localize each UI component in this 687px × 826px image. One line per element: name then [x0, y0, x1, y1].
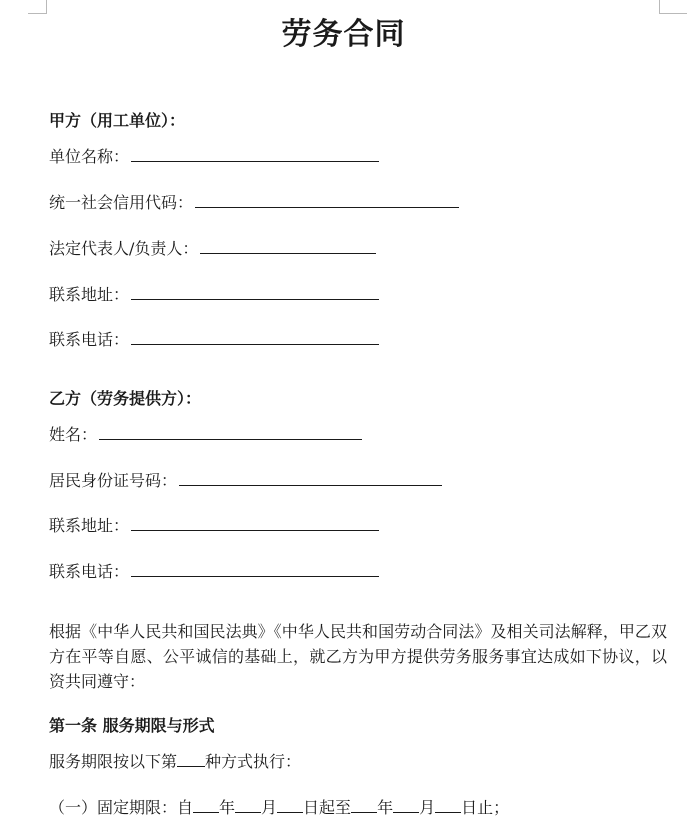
party-b-phone-row — [49, 559, 379, 584]
article-1-heading: 第一条 服务期限与形式 — [49, 716, 215, 735]
party-a-legal-rep-row — [49, 236, 376, 261]
fill-in-blank[interactable] — [200, 236, 376, 254]
month-label: 月 — [419, 798, 436, 817]
fill-in-blank[interactable] — [131, 282, 379, 300]
party-a-unit-name-row — [49, 144, 379, 169]
field-label: 联系地址： — [49, 516, 130, 535]
field-label: 统一社会信用代码： — [49, 193, 194, 212]
party-b-heading: 乙方（劳务提供方）： — [49, 389, 202, 408]
fill-in-blank[interactable] — [177, 749, 205, 767]
fill-in-blank[interactable] — [131, 513, 379, 531]
fill-in-blank[interactable] — [193, 795, 219, 813]
preamble-paragraph: 根据《中华人民共和国民法典》《中华人民共和国劳动合同法》及相关司法解释，甲乙双方在平等自愿、公平诚信的基础上，就乙方为甲方提供劳务服务事宜达成如下协议，以资共同遵守： — [49, 622, 667, 691]
fill-in-blank[interactable] — [435, 795, 461, 813]
field-label: 联系电话： — [49, 562, 130, 581]
fill-in-blank[interactable] — [99, 422, 362, 440]
fill-in-blank[interactable] — [131, 559, 379, 577]
field-label: 联系地址： — [49, 285, 130, 304]
day-from-label: 日起至 — [303, 798, 352, 817]
fill-in-blank[interactable] — [131, 327, 379, 345]
fill-in-blank[interactable] — [131, 144, 379, 162]
day-to-label: 日止； — [461, 798, 510, 817]
party-a-address-row — [49, 282, 379, 307]
field-label: 单位名称： — [49, 147, 130, 166]
party-b-address-row — [49, 513, 379, 538]
intro-text: 种方式执行： — [205, 752, 302, 771]
article-1-option-1 — [49, 795, 509, 820]
year-label: 年 — [377, 798, 394, 817]
intro-text: 服务期限按以下第 — [49, 752, 178, 771]
article-1-intro — [49, 749, 301, 774]
month-label: 月 — [261, 798, 278, 817]
field-label: 法定代表人/负责人： — [49, 239, 199, 258]
fill-in-blank[interactable] — [179, 468, 442, 486]
fill-in-blank[interactable] — [195, 190, 459, 208]
fill-in-blank[interactable] — [393, 795, 419, 813]
field-label: 居民身份证号码： — [49, 471, 178, 490]
fill-in-blank[interactable] — [235, 795, 261, 813]
fill-in-blank[interactable] — [351, 795, 377, 813]
party-a-credit-code-row — [49, 190, 459, 215]
document-title: 劳务合同 — [281, 17, 406, 52]
option-prefix: （一）固定期限：自 — [49, 798, 194, 817]
party-a-heading: 甲方（用工单位）： — [49, 111, 186, 130]
party-b-name-row — [49, 422, 362, 447]
field-label: 联系电话： — [49, 330, 130, 349]
party-b-id-number-row — [49, 468, 442, 493]
fill-in-blank[interactable] — [277, 795, 303, 813]
party-a-phone-row — [49, 327, 379, 352]
field-label: 姓名： — [49, 425, 98, 444]
year-label: 年 — [219, 798, 236, 817]
